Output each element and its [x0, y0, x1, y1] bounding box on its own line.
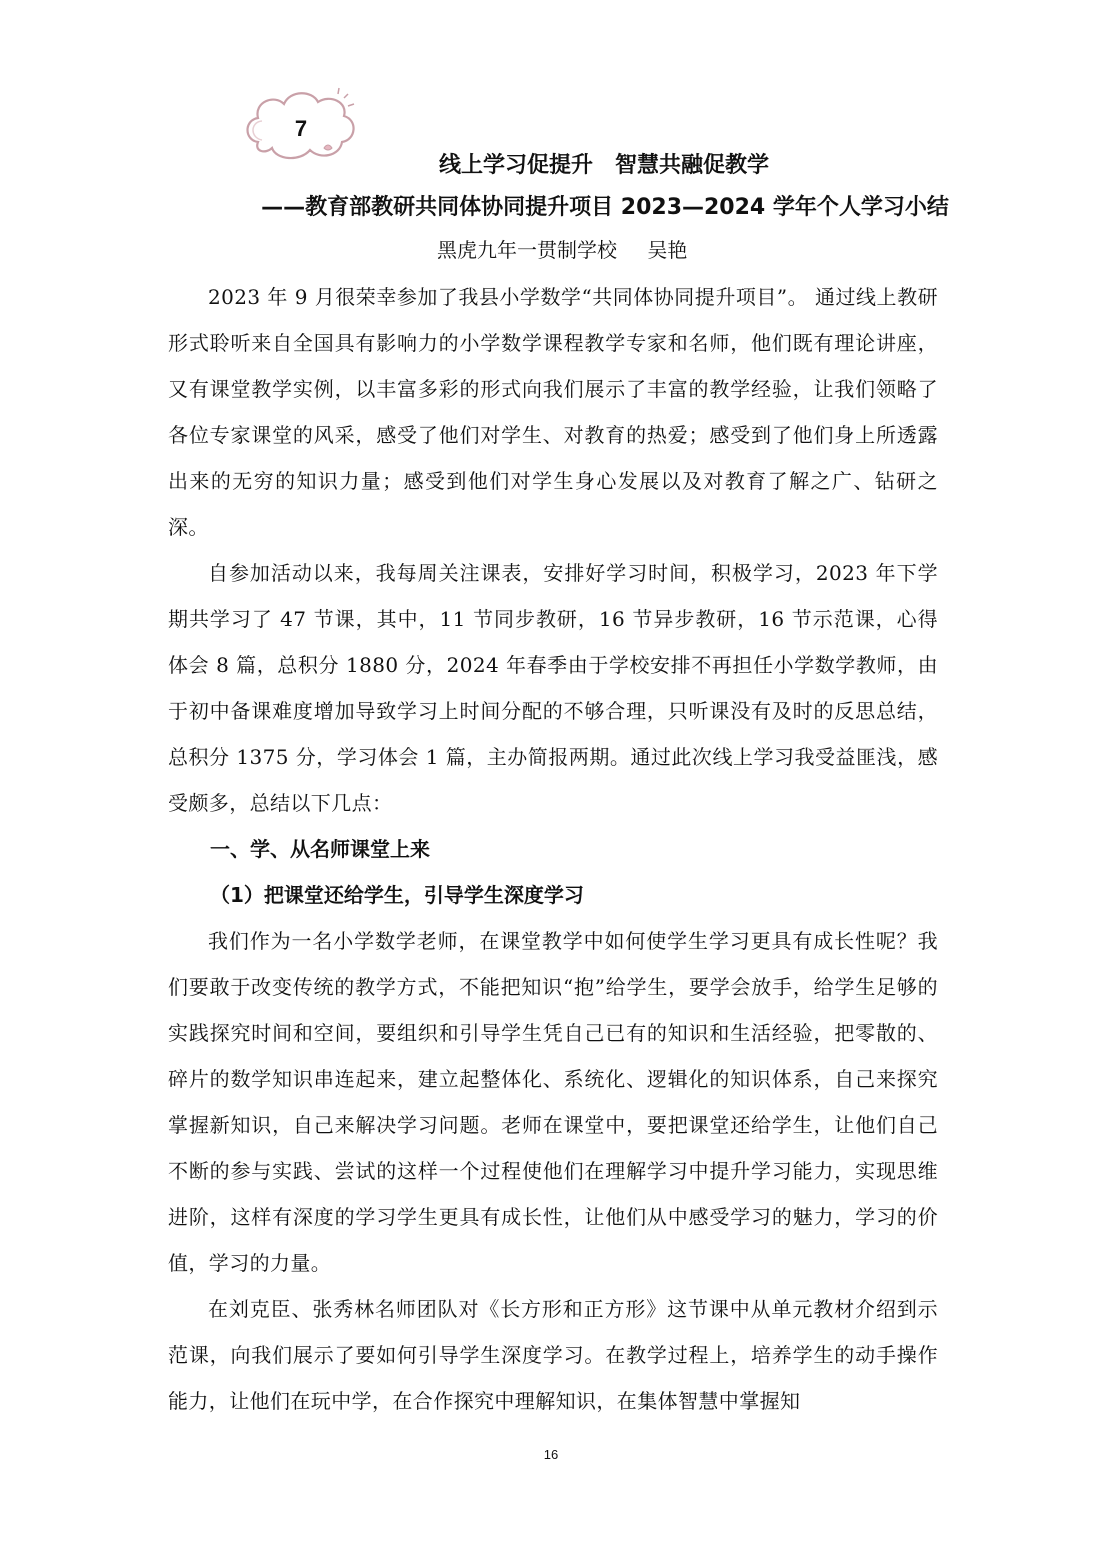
title-line-2: ——教育部教研共同体协同提升项目 2023—2024 学年个人学习小结	[261, 195, 949, 220]
section-heading: 一、学、从名师课堂上来	[210, 837, 430, 861]
paragraph: 自参加活动以来，我每周关注课表，安排好学习时间，积极学习，2023 年下学期共学习了 47 节课，其中，11 节同步教研，16 节异步教研，16 节示范课，心得体会 8 篇，总积分 1880 分，2024 年春季由于学校安排不再担任小学数学教师，由于初中备课难度增加导致学习上时间分配的不够合理，只听课没有及时的反思总结，总积分 1375 分，学习体会 1 篇，主办简报两期。通过此次线上学习我受益匪浅，感受颇多，总结以下几点：	[168, 561, 938, 815]
title-line-1: 线上学习促提升 智慧共融促教学	[438, 153, 769, 178]
badge-number: 7	[294, 116, 308, 141]
page-number: 16	[543, 1447, 559, 1462]
author-line: 黑虎九年一贯制学校 吴艳	[437, 238, 688, 262]
document-body	[168, 274, 938, 1424]
paragraph: 在刘克臣、张秀林名师团队对《长方形和正方形》这节课中从单元教材介绍到示范课，向我们展示了要如何引导学生深度学习。在教学过程上，培养学生的动手操作能力，让他们在玩中学，在合作探究中理解知识，在集体智慧中掌握知	[168, 1297, 938, 1413]
paragraph: 2023 年 9 月很荣幸参加了我县小学数学“共同体协同提升项目”。 通过线上教研形式聆听来自全国具有影响力的小学数学课程教学专家和名师，他们既有理论讲座，又有课堂教学实例，以丰富多彩的形式向我们展示了丰富的教学经验，让我们领略了各位专家课堂的风采，感受了他们对学生、对教育的热爱；感受到了他们身上所透露出来的无穷的知识力量；感受到他们对学生身心发展以及对教育了解之广、钻研之深。	[168, 285, 938, 539]
paragraph: 我们作为一名小学数学老师，在课堂教学中如何使学生学习更具有成长性呢？我们要敢于改变传统的教学方式，不能把知识“抱”给学生，要学会放手，给学生足够的实践探究时间和空间，要组织和引导学生凭自己已有的知识和生活经验，把零散的、碎片的数学知识串连起来，建立起整体化、系统化、逻辑化的知识体系，自己来探究掌握新知识，自己来解决学习问题。老师在课堂中，要把课堂还给学生，让他们自己不断的参与实践、尝试的这样一个过程使他们在理解学习中提升学习能力，实现思维进阶，这样有深度的学习学生更具有成长性，让他们从中感受学习的魅力，学习的价值，学习的力量。	[168, 929, 938, 1275]
subsection-heading: （1）把课堂还给学生，引导学生深度学习	[210, 883, 584, 907]
